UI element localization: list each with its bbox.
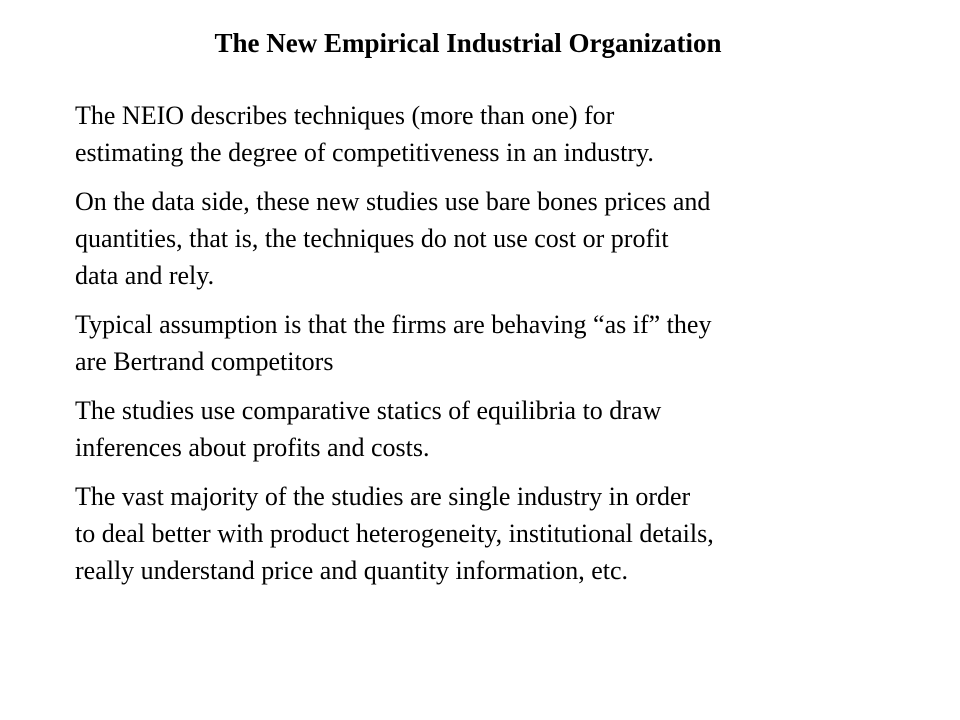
text-line: really understand price and quantity information, etc. — [75, 556, 629, 585]
text-line: data and rely. — [75, 261, 215, 290]
slide-title: The New Empirical Industrial Organization — [214, 28, 722, 58]
text-line: inferences about profits and costs. — [75, 433, 430, 462]
slide-body — [75, 97, 875, 601]
text-line: Typical assumption is that the firms are behaving “as if” they — [75, 310, 712, 339]
paragraph-comparative-statics — [75, 392, 875, 466]
text-line: are Bertrand competitors — [75, 347, 334, 376]
text-line: quantities, that is, the techniques do not use cost or profit — [75, 224, 669, 253]
text-line: to deal better with product heterogeneity, institutional details, — [75, 519, 714, 548]
text-line: On the data side, these new studies use bare bones prices and — [75, 187, 711, 216]
text-line: The vast majority of the studies are single industry in order — [75, 482, 691, 511]
paragraph-typical-assumption — [75, 306, 875, 380]
paragraph-neio-definition — [75, 97, 875, 171]
text-line: The NEIO describes techniques (more than one) for — [75, 101, 615, 130]
text-line: The studies use comparative statics of equilibria to draw — [75, 396, 662, 425]
paragraph-single-industry — [75, 478, 875, 589]
paragraph-data-side — [75, 183, 875, 294]
text-line: estimating the degree of competitiveness in an industry. — [75, 138, 654, 167]
